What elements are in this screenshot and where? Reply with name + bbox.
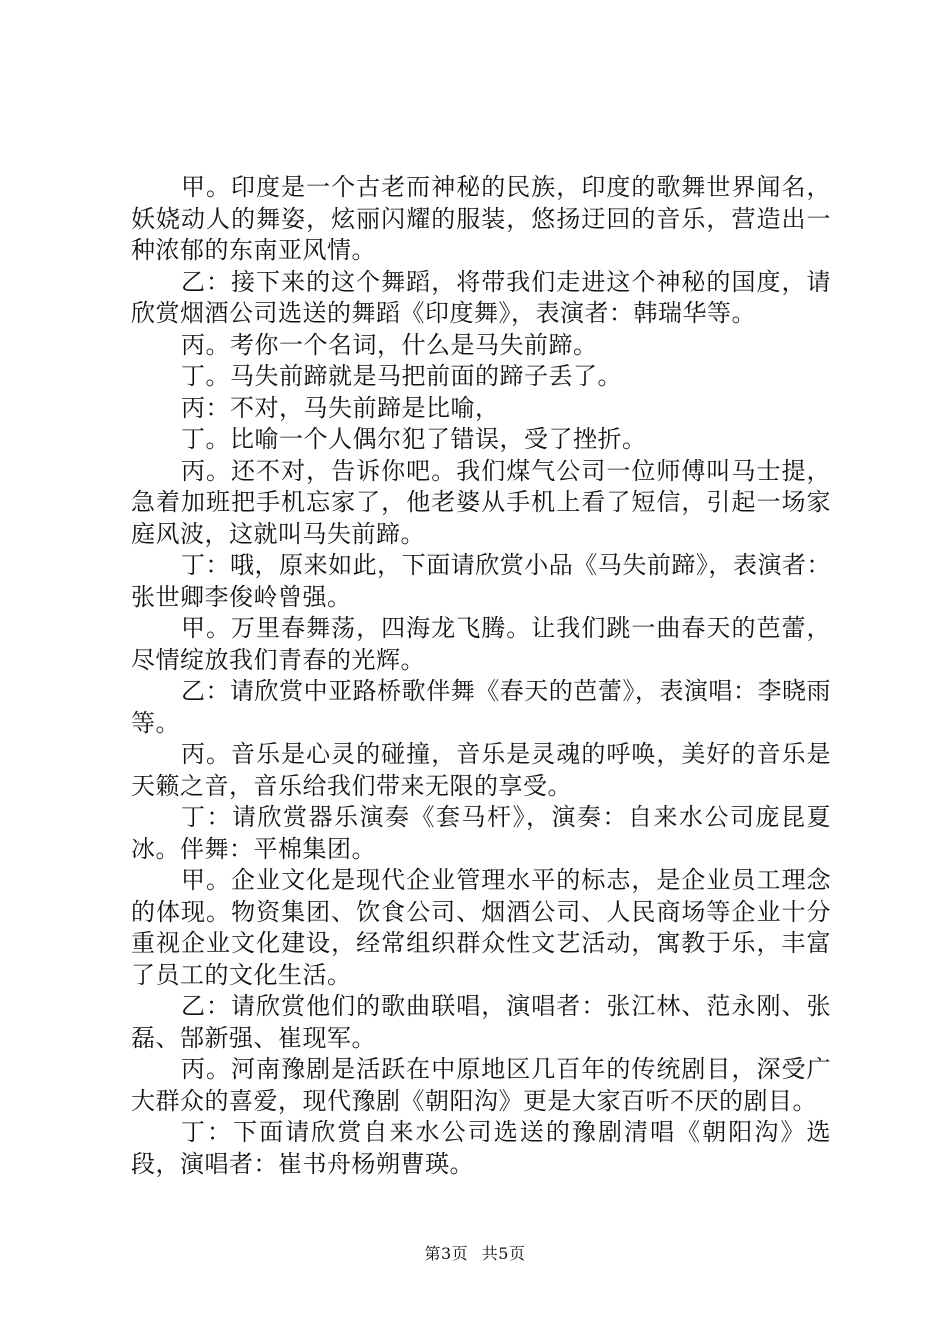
paragraph: 丁。马失前蹄就是马把前面的蹄子丢了。: [181, 362, 622, 390]
paragraph: 乙：接下来的这个舞蹈，将带我们走进这个神秘的国度，请欣赏烟酒公司选送的舞蹈《印度舞》，表演者：韩瑞华等。: [131, 267, 831, 327]
page-number: 第3页: [424, 1244, 469, 1263]
paragraph: 丁：哦，原来如此，下面请欣赏小品《马失前蹄》，表演者：张世卿李俊岭曾强。: [131, 551, 831, 611]
paragraph: 乙：请欣赏他们的歌曲联唱，演唱者：张江林、范永刚、张磊、郜新强、崔现军。: [131, 992, 831, 1052]
paragraph: 甲。万里春舞荡，四海龙飞腾。让我们跳一曲春天的芭蕾，尽情绽放我们青春的光辉。: [131, 614, 831, 674]
page-total: 共5页: [481, 1244, 526, 1263]
paragraph: 丙：不对，马失前蹄是比喻，: [181, 393, 500, 422]
paragraph: 丙。还不对，告诉你吧。我们煤气公司一位师傅叫马士提，急着加班把手机忘家了，他老婆从手机上看了短信，引起一场家庭风波，这就叫马失前蹄。: [131, 456, 831, 548]
paragraph: 丙。考你一个名词，什么是马失前蹄。: [181, 330, 598, 359]
paragraph: 乙：请欣赏中亚路桥歌伴舞《春天的芭蕾》，表演唱：李晓雨等。: [131, 677, 831, 737]
paragraph: 丙。河南豫剧是活跃在中原地区几百年的传统剧目，深受广大群众的喜爱，现代豫剧《朝阳沟》更是大家百听不厌的剧目。: [131, 1055, 831, 1115]
script-body: [131, 172, 831, 1180]
paragraph: 丙。音乐是心灵的碰撞，音乐是灵魂的呼唤，美好的音乐是天籁之音，音乐给我们带来无限的享受。: [131, 740, 831, 800]
page-footer: [0, 1241, 950, 1264]
paragraph: 甲。印度是一个古老而神秘的民族，印度的歌舞世界闻名，妖娆动人的舞姿，炫丽闪耀的服装，悠扬迂回的音乐，营造出一种浓郁的东南亚风情。: [131, 173, 831, 264]
paragraph: 丁。比喻一个人偶尔犯了错误，受了挫折。: [181, 425, 647, 453]
paragraph: 丁：请欣赏器乐演奏《套马杆》，演奏：自来水公司庞昆夏冰。伴舞：平棉集团。: [131, 803, 831, 863]
paragraph: 丁：下面请欣赏自来水公司选送的豫剧清唱《朝阳沟》选段，演唱者：崔书舟杨朔曹瑛。: [131, 1118, 831, 1178]
paragraph: 甲。企业文化是现代企业管理水平的标志，是企业员工理念的体现。物资集团、饮食公司、烟酒公司、人民商场等企业十分重视企业文化建设，经常组织群众性文艺活动，寓教于乐，丰富了员工的文化生活。: [131, 866, 831, 989]
